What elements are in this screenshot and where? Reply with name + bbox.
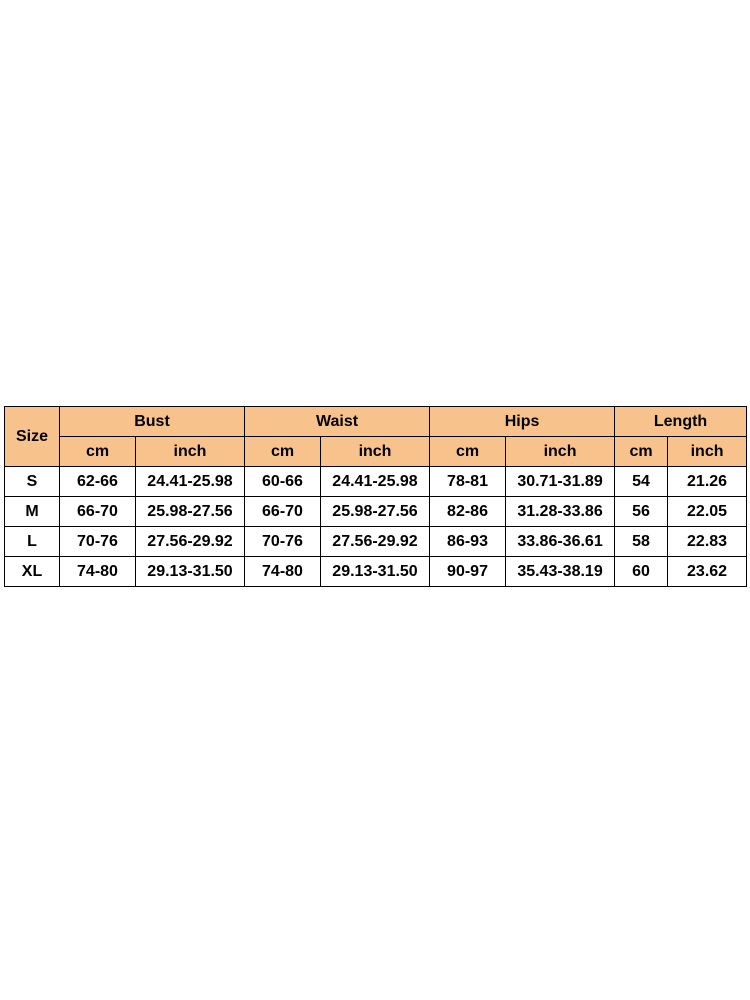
cell-hips-inch: 30.71-31.89 [506, 467, 615, 497]
cell-bust-cm: 74-80 [60, 557, 136, 587]
cell-bust-cm: 70-76 [60, 527, 136, 557]
cell-bust-inch: 24.41-25.98 [136, 467, 245, 497]
header-bust: Bust [60, 407, 245, 437]
table-row [5, 467, 747, 497]
header-length: Length [615, 407, 747, 437]
cell-waist-cm: 60-66 [245, 467, 321, 497]
cell-size: XL [5, 557, 60, 587]
cell-length-cm: 54 [615, 467, 668, 497]
table-row [5, 557, 747, 587]
cell-hips-inch: 31.28-33.86 [506, 497, 615, 527]
size-chart-table [4, 406, 747, 587]
cell-length-inch: 23.62 [668, 557, 747, 587]
header-unit-length-inch: inch [668, 437, 747, 467]
cell-hips-inch: 33.86-36.61 [506, 527, 615, 557]
header-waist: Waist [245, 407, 430, 437]
header-unit-hips-inch: inch [506, 437, 615, 467]
header-unit-waist-inch: inch [321, 437, 430, 467]
table-body [5, 467, 747, 587]
header-row-units [5, 437, 747, 467]
header-unit-hips-cm: cm [430, 437, 506, 467]
header-unit-waist-cm: cm [245, 437, 321, 467]
cell-waist-cm: 70-76 [245, 527, 321, 557]
cell-hips-cm: 78-81 [430, 467, 506, 497]
cell-hips-cm: 90-97 [430, 557, 506, 587]
cell-bust-inch: 29.13-31.50 [136, 557, 245, 587]
cell-length-cm: 56 [615, 497, 668, 527]
cell-size: S [5, 467, 60, 497]
table-row [5, 527, 747, 557]
cell-length-cm: 58 [615, 527, 668, 557]
cell-waist-inch: 25.98-27.56 [321, 497, 430, 527]
cell-waist-cm: 74-80 [245, 557, 321, 587]
header-unit-bust-inch: inch [136, 437, 245, 467]
cell-hips-inch: 35.43-38.19 [506, 557, 615, 587]
cell-waist-inch: 29.13-31.50 [321, 557, 430, 587]
cell-bust-inch: 25.98-27.56 [136, 497, 245, 527]
size-chart [4, 406, 746, 587]
cell-hips-cm: 82-86 [430, 497, 506, 527]
header-row-groups [5, 407, 747, 437]
cell-waist-inch: 24.41-25.98 [321, 467, 430, 497]
cell-hips-cm: 86-93 [430, 527, 506, 557]
cell-length-inch: 21.26 [668, 467, 747, 497]
table-row [5, 497, 747, 527]
cell-length-inch: 22.05 [668, 497, 747, 527]
cell-size: L [5, 527, 60, 557]
cell-bust-inch: 27.56-29.92 [136, 527, 245, 557]
header-hips: Hips [430, 407, 615, 437]
cell-bust-cm: 66-70 [60, 497, 136, 527]
header-unit-length-cm: cm [615, 437, 668, 467]
cell-bust-cm: 62-66 [60, 467, 136, 497]
table-header [5, 407, 747, 467]
cell-waist-inch: 27.56-29.92 [321, 527, 430, 557]
cell-waist-cm: 66-70 [245, 497, 321, 527]
cell-length-cm: 60 [615, 557, 668, 587]
cell-length-inch: 22.83 [668, 527, 747, 557]
header-unit-bust-cm: cm [60, 437, 136, 467]
header-size: Size [5, 407, 60, 467]
cell-size: M [5, 497, 60, 527]
